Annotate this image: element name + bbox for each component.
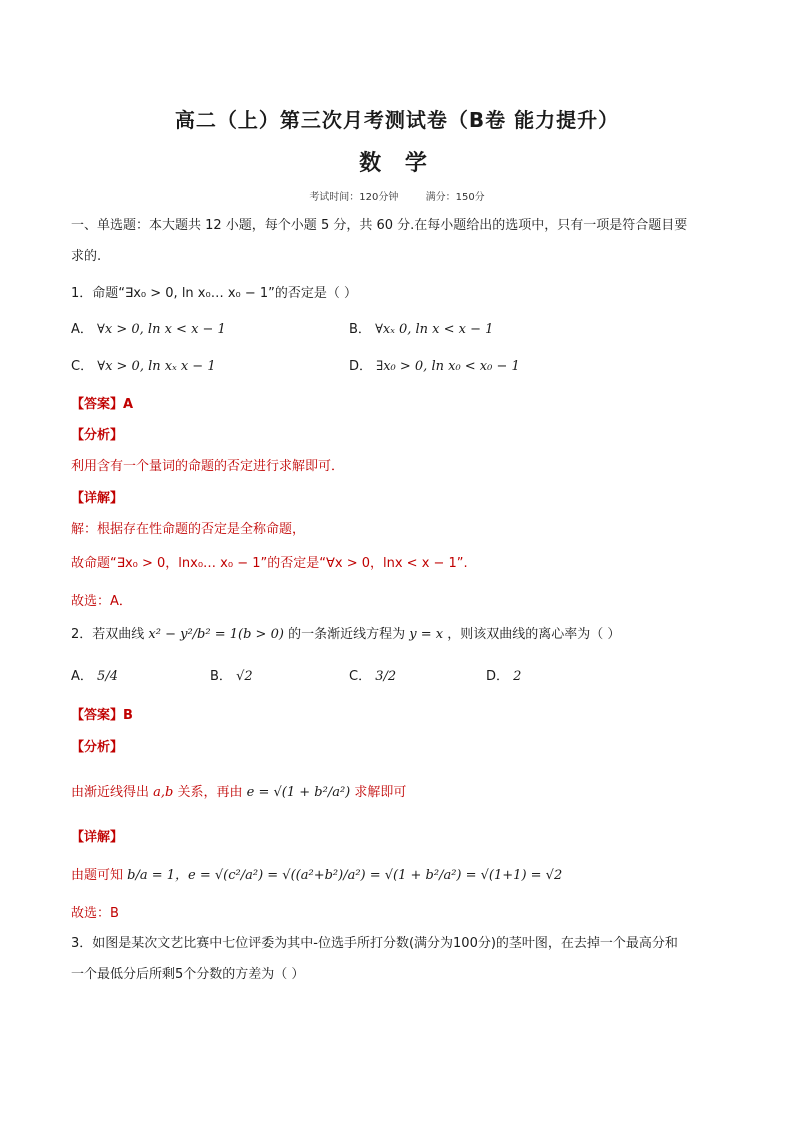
- q2-option-b: [210, 668, 253, 686]
- q2-choice: 故选：B: [71, 906, 119, 921]
- q2-stem-mid: 的一条渐近线方程为: [288, 627, 406, 642]
- q2-analysis-tag: 【分析】: [71, 740, 124, 755]
- q1-option-c-label: C．: [71, 359, 94, 374]
- q1-option-d: [349, 358, 520, 376]
- q2-option-c-label: C．: [349, 669, 372, 684]
- q2-option-a-text: 5/4: [97, 669, 118, 684]
- q1-option-b-text: ∀xₓ 0, ln x < x − 1: [375, 322, 494, 337]
- q2-stem-asymptote: y = x: [409, 627, 444, 642]
- q2-analysis: [71, 784, 406, 802]
- q2-analysis-mid: 关系，再由: [177, 785, 243, 800]
- q1-stem: 1．命题“∃x₀ > 0, ln x₀… x₀ − 1”的否定是（ ）: [71, 286, 358, 301]
- exam-info: [0, 188, 794, 203]
- q2-detail-prefix: 由题可知: [71, 868, 124, 883]
- q1-option-a-label: A．: [71, 322, 93, 337]
- exam-title: 高二（上）第三次月考测试卷（B卷 能力提升）: [174, 108, 620, 132]
- q1-detail-line2: 故命题“∃x₀ > 0，lnx₀… x₀ − 1”的否定是“∀x > 0，lnx < x − 1”.: [71, 556, 468, 571]
- exam-time: 考试时间：120分钟: [309, 192, 399, 203]
- q2-answer: 【答案】B: [71, 708, 133, 723]
- subject-title: 数 学: [359, 151, 435, 176]
- q1-choice: 故选：A．: [71, 594, 132, 609]
- q2-stem-prefix: 2．若双曲线: [71, 627, 145, 642]
- section-one-line2: 求的.: [71, 249, 102, 264]
- q1-option-b: [349, 321, 493, 339]
- q1-detail-line1: 解：根据存在性命题的否定是全称命题，: [71, 522, 306, 537]
- q2-option-d-text: 2: [513, 669, 522, 684]
- full-score: 满分：150分: [425, 192, 485, 203]
- q2-option-a-label: A．: [71, 669, 93, 684]
- q1-option-d-label: D．: [349, 359, 373, 374]
- q3-line1: 3．如图是某次文艺比赛中七位评委为其中-位选手所打分数(满分为100分)的茎叶图，在去掉一个最高分和: [71, 936, 678, 951]
- section-one-line1: 一、单选题：本大题共 12 小题，每个小题 5 分，共 60 分.在每小题给出的选项中，只有一项是符合题目要: [71, 218, 688, 233]
- q3-line2: 一个最低分后所剩5个分数的方差为（ ）: [71, 967, 305, 982]
- q1-option-c: [71, 358, 216, 376]
- q2-detail-formula: b/a = 1，e = √(c²/a²) = √((a²+b²)/a²) = √(1 + b²/a²) = √(1+1) = √2: [127, 868, 563, 883]
- q2-stem-suffix: ，则该双曲线的离心率为（ ）: [447, 627, 621, 642]
- q2-option-b-label: B．: [210, 669, 232, 684]
- q2-analysis-suffix: 求解即可: [354, 785, 407, 800]
- q1-detail-tag: 【详解】: [71, 491, 124, 506]
- q1-analysis-tag: 【分析】: [71, 428, 124, 443]
- q1-option-b-label: B．: [349, 322, 371, 337]
- q2-analysis-ab: a,b: [153, 785, 174, 800]
- q2-stem: [71, 626, 620, 644]
- q2-option-d: [486, 668, 521, 686]
- q2-option-c-text: 3/2: [375, 669, 397, 684]
- q2-detail: [71, 867, 562, 885]
- q1-answer: 【答案】A: [71, 397, 134, 412]
- q2-detail-tag: 【详解】: [71, 830, 124, 845]
- q1-option-d-text: ∃x₀ > 0, ln x₀ < x₀ − 1: [376, 359, 520, 374]
- q2-analysis-prefix: 由渐近线得出: [71, 785, 150, 800]
- q1-option-a-text: ∀x > 0, ln x < x − 1: [97, 322, 226, 337]
- q2-option-b-text: √2: [236, 669, 253, 684]
- q2-analysis-formula: e = √(1 + b²/a²): [246, 785, 351, 800]
- q1-option-c-text: ∀x > 0, ln xₓ x − 1: [97, 359, 216, 374]
- q2-stem-formula: x² − y²/b² = 1(b > 0): [148, 627, 284, 642]
- q1-analysis: 利用含有一个量词的命题的否定进行求解即可．: [71, 459, 345, 474]
- q2-option-a: [71, 668, 118, 686]
- q2-option-c: [349, 668, 396, 686]
- q1-option-a: [71, 321, 226, 339]
- q2-option-d-label: D．: [486, 669, 510, 684]
